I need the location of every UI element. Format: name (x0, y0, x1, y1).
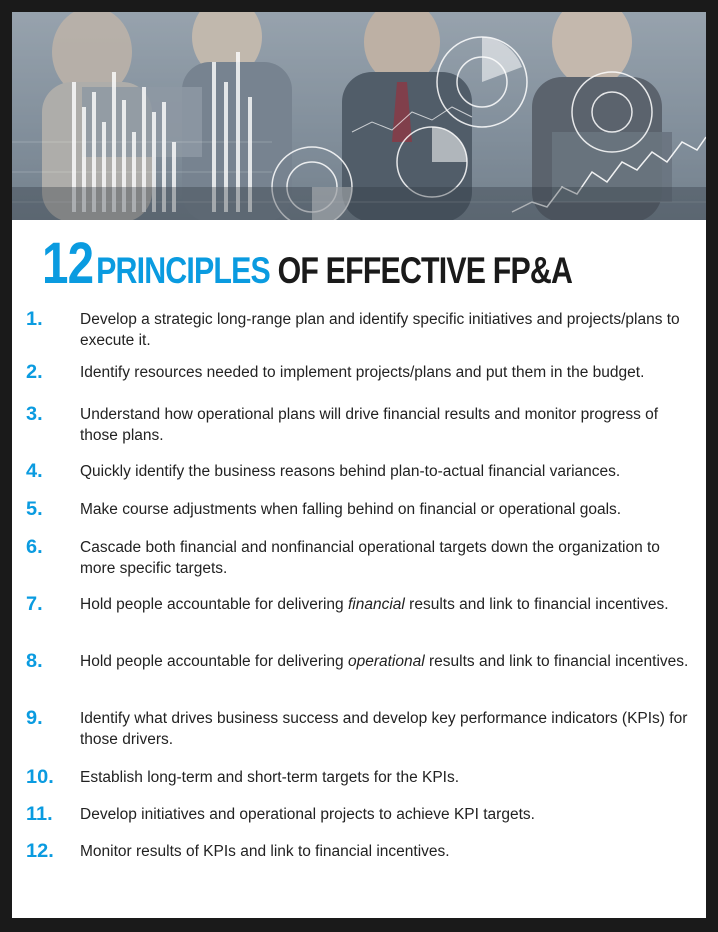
item-text: Develop initiatives and operational projects to achieve KPI targets. (80, 806, 535, 823)
item-text-post: results and link to financial incentives. (404, 596, 669, 613)
list-item (26, 461, 696, 499)
item-number: 9. (26, 708, 43, 729)
item-text: Identify resources needed to implement projects/plans and put them in the budget. (80, 364, 645, 381)
poster-frame (12, 12, 706, 918)
list-item (26, 499, 696, 537)
title-highlight: PRINCIPLES (96, 250, 270, 291)
title-number: 12 (42, 231, 94, 296)
title-rest: OF EFFECTIVE FP&A (277, 250, 573, 291)
item-text: Cascade both financial and nonfinancial operational targets down the organization to more specific targets. (80, 539, 660, 577)
business-people-data-overlay-image (12, 12, 706, 220)
list-item (26, 594, 696, 651)
item-number: 5. (26, 499, 43, 520)
list-item (26, 309, 696, 362)
item-text-pre: Hold people accountable for delivering (80, 596, 348, 613)
item-number: 11. (26, 804, 53, 825)
item-number: 3. (26, 404, 43, 425)
hero-image (12, 12, 706, 220)
item-text-emphasis: financial (347, 596, 405, 613)
item-number: 2. (26, 362, 43, 383)
item-number: 7. (26, 594, 43, 615)
item-number: 10. (26, 767, 54, 788)
item-text-post: results and link to financial incentives. (424, 653, 689, 670)
item-text: Identify what drives business success and develop key performance indicators (KPIs) for those drivers. (80, 710, 688, 748)
item-text (80, 594, 696, 615)
item-number: 8. (26, 651, 43, 672)
page-title (42, 230, 572, 297)
list-item (26, 404, 696, 461)
item-text: Monitor results of KPIs and link to financial incentives. (80, 843, 450, 860)
item-number: 12. (26, 841, 54, 862)
list-item (26, 537, 696, 594)
list-item (26, 804, 696, 841)
list-item (26, 708, 696, 767)
item-text: Develop a strategic long-range plan and identify specific initiatives and projects/plans to execute it. (80, 311, 680, 349)
item-text: Make course adjustments when falling behind on financial or operational goals. (80, 501, 622, 518)
item-text (80, 651, 696, 672)
item-number: 1. (26, 309, 43, 330)
list-item (26, 841, 696, 871)
list-item (26, 767, 696, 804)
principles-list (26, 309, 696, 871)
item-text: Understand how operational plans will drive financial results and monitor progress of those plans. (80, 406, 659, 444)
item-number: 6. (26, 537, 43, 558)
item-text: Quickly identify the business reasons behind plan-to-actual financial variances. (80, 463, 621, 480)
list-item (26, 362, 696, 404)
item-text: Establish long-term and short-term targets for the KPIs. (80, 769, 460, 786)
item-text-pre: Hold people accountable for delivering (80, 653, 348, 670)
item-text-emphasis: operational (347, 653, 425, 670)
item-number: 4. (26, 461, 43, 482)
list-item (26, 651, 696, 708)
